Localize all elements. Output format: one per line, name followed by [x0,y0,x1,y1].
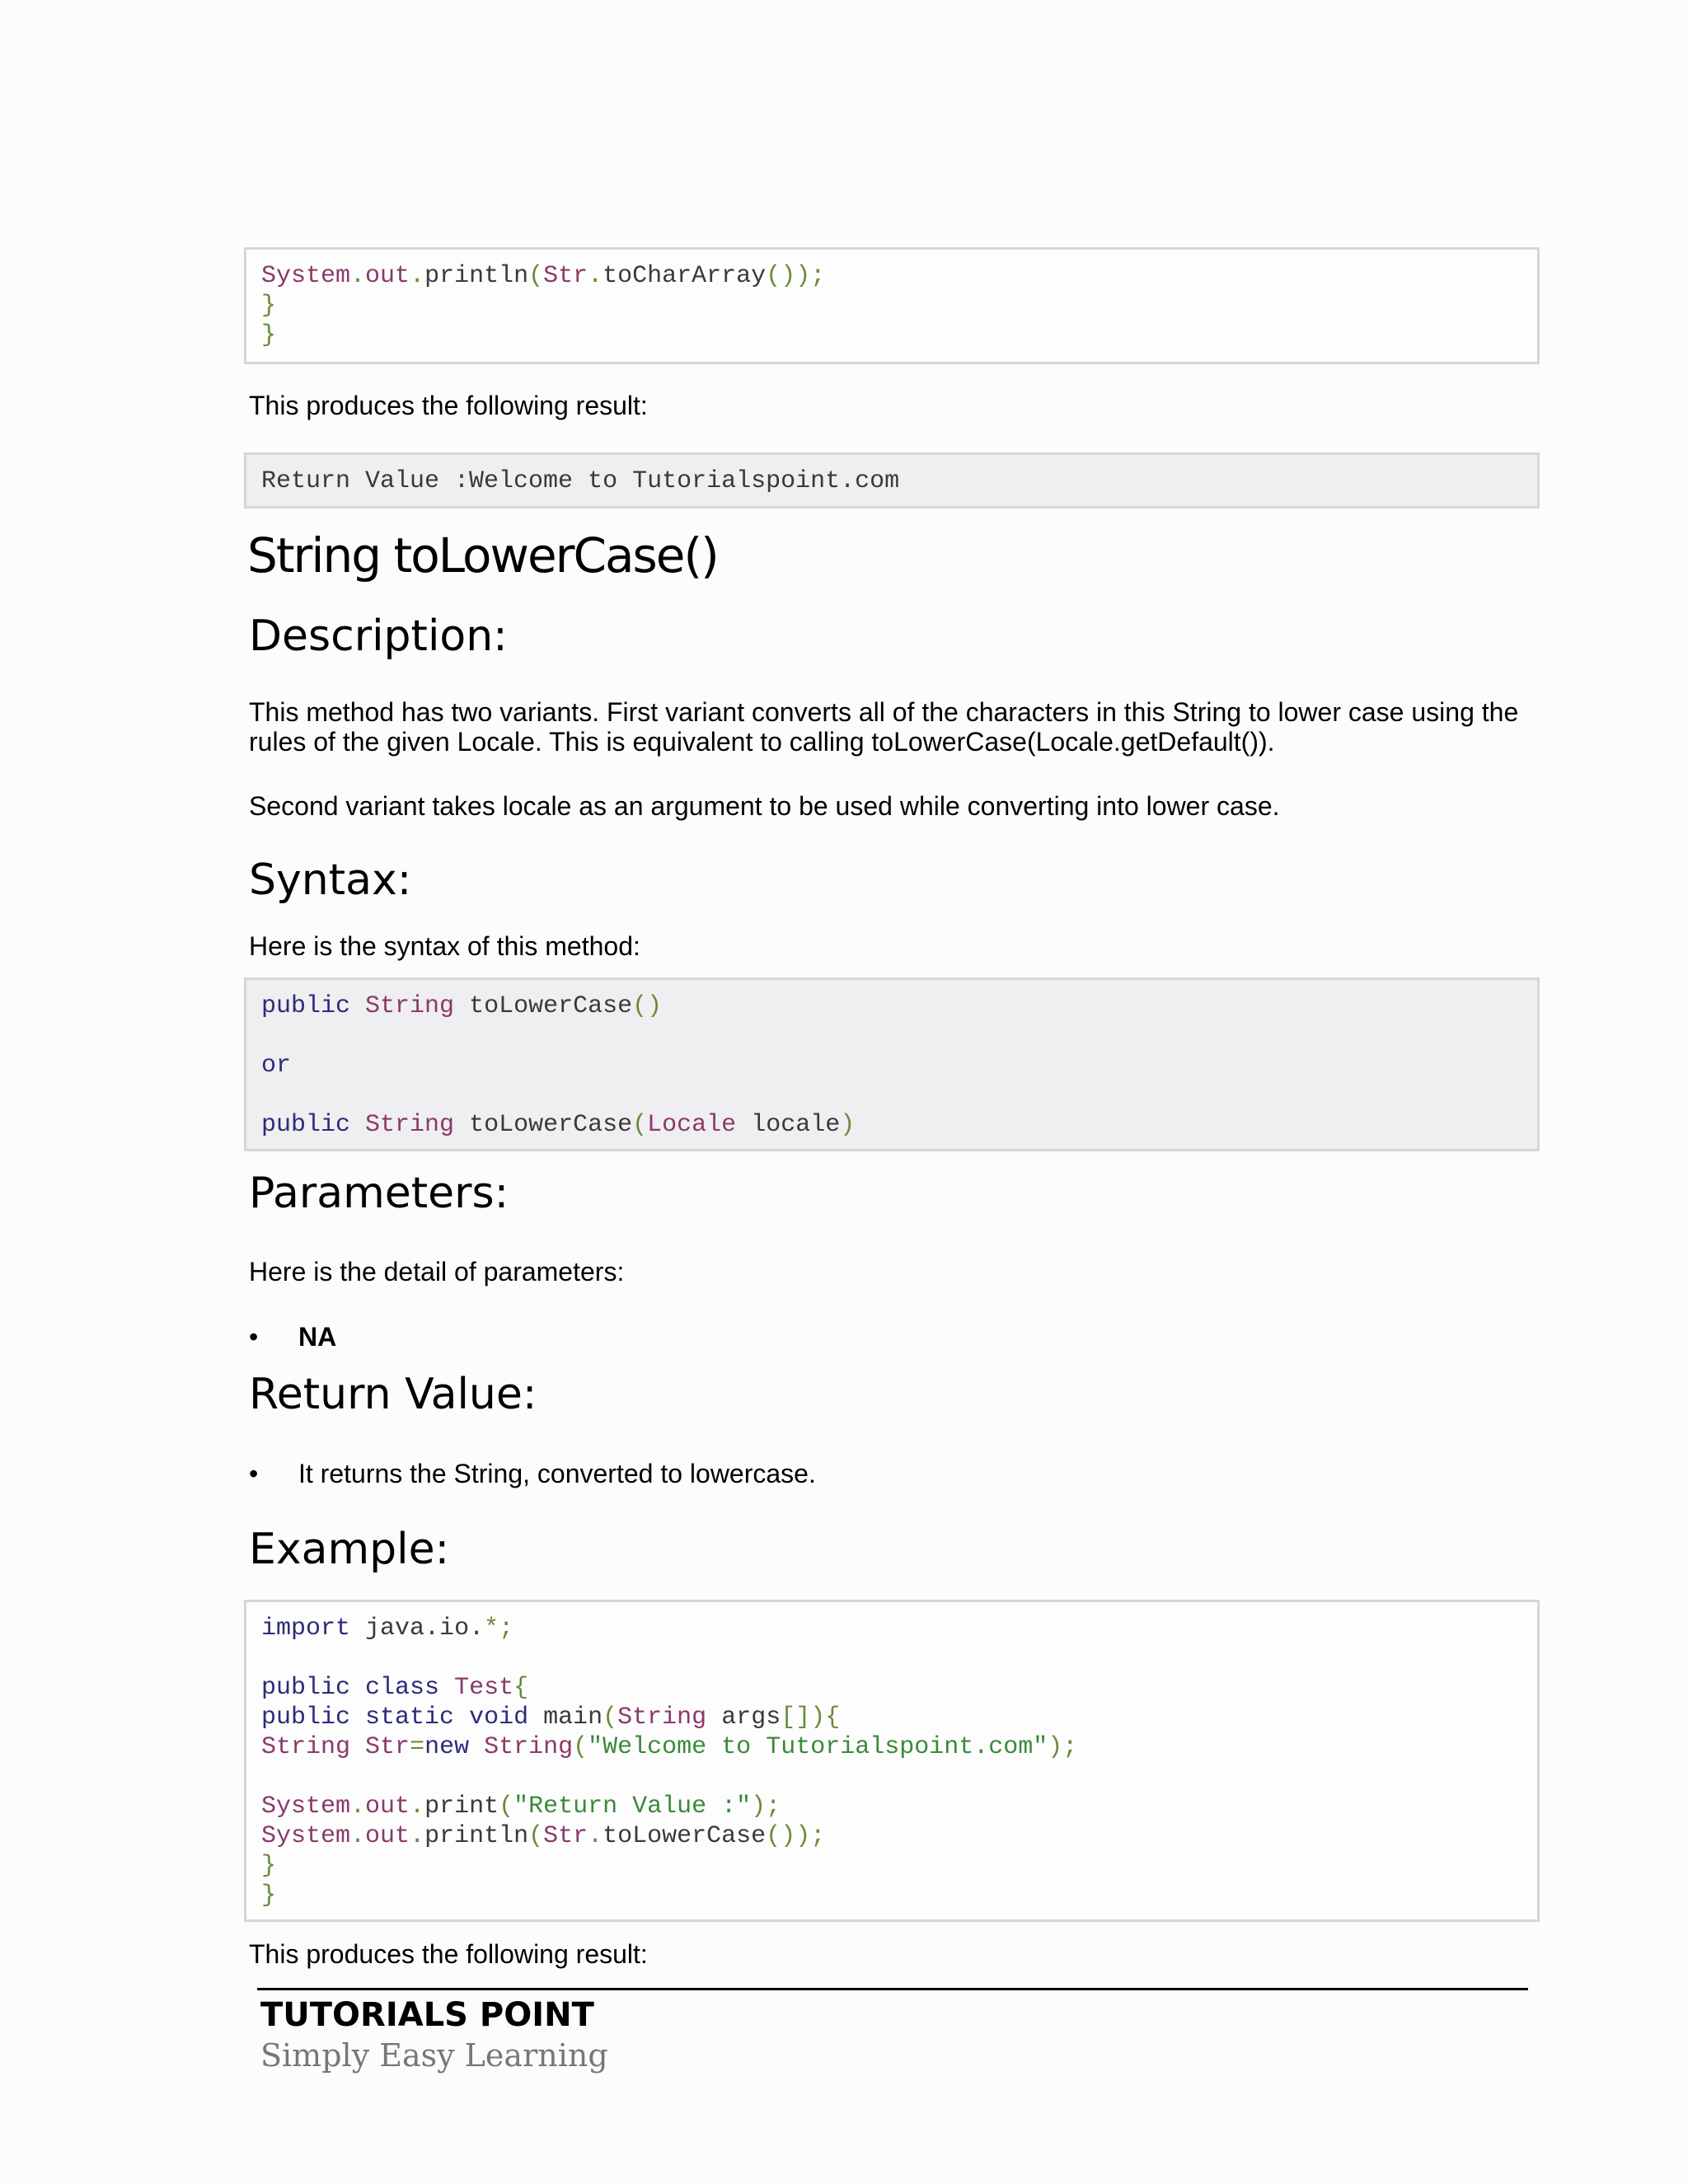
code-token: ( [632,1111,648,1139]
code-token: System [261,1793,351,1821]
code-token: class [365,1674,440,1702]
code-token: ( [573,1733,588,1761]
syntax-heading: Syntax: [249,855,412,905]
code-token: Str [365,1733,410,1761]
output-block [244,452,1540,509]
example-code-block [244,1600,1540,1922]
code-token: . [350,262,366,290]
description-line-1: This method has two variants. First variant converts all of the characters in this String to lower case using the [249,697,1519,727]
code-token: ( [603,1704,618,1732]
code-token: public [261,1111,351,1139]
code-token: locale [751,1111,841,1139]
code-token: import [261,1615,351,1643]
code-line: } [261,1882,277,1910]
code-token: println [424,262,529,290]
footer-brand: TUTORIALS POINT [260,1996,594,2034]
footer-tagline: Simply Easy Learning [260,2037,608,2074]
code-token: . [410,1793,425,1821]
code-token: String [365,992,455,1020]
code-token: public [261,1674,351,1702]
code-token: ()); [766,262,826,290]
code-token: ); [751,1793,781,1821]
code-token: = [410,1733,425,1761]
code-token: "Welcome to Tutorialspoint.com" [588,1733,1048,1761]
code-token: public [261,1704,351,1732]
code-token: () [632,992,663,1020]
code-token: toLowerCase [469,992,633,1020]
code-token: . [410,262,425,290]
code-token: ()); [766,1822,826,1850]
code-token: . [588,1822,603,1850]
parameters-intro: Here is the detail of parameters: [249,1257,625,1286]
code-token: out [365,1793,410,1821]
code-token: toCharArray [603,262,767,290]
code-token: String [261,1733,351,1761]
code-token: "Return Value :" [513,1793,752,1821]
code-block-continuation [244,247,1540,364]
code-line: } [261,321,277,349]
code-token: Test [454,1674,514,1702]
example-heading: Example: [249,1525,450,1574]
code-token: java.io. [365,1615,485,1643]
code-token: { [513,1674,529,1702]
code-token: . [588,262,603,290]
code-token: out [365,1822,410,1850]
footer-divider [257,1988,1528,1990]
code-token: Str [543,1822,588,1850]
code-token: String [365,1111,455,1139]
code-token: Locale [647,1111,737,1139]
code-token: *; [484,1615,514,1643]
result-label: This produces the following result: [249,391,648,420]
code-token: args [721,1704,781,1732]
code-token: . [410,1822,425,1850]
code-token: public [261,992,351,1020]
return-value-heading: Return Value: [249,1370,537,1419]
code-token: print [424,1793,499,1821]
code-token: Str [543,262,588,290]
document-page: System.out.println(Str.toCharArray()); } } This produces the following result: Return Value :Welcome to Tutorialspoint.com String toLowerCase() Description: This method has two variants. First variant converts all of the characters in this String to lower case using the rules of the given Locale. This is equivalent to calling toLowerCase(Locale.getDefault()). Second variant takes locale as an argument to be used while converting into lower case. Syntax: Here is the syntax of this method: public String toLowerCase() or public String toLowerCase(Locale locale) Parameters: Here is the detail of parameters: • NA Return Value: • It returns the String, converted to lowercase. Example: import java.io.*; public class Test{ public static void main(String args[]){ String Str=new String("Welcome to Tutorialspoint.com"); System.out.print("Return Value :"); System.out.println(Str.toLowerCase()); } } This produces the following result: TUTORIALS POINT Simply Easy Learning [0,0,1688,2184]
result-label: This produces the following result: [249,1939,648,1969]
syntax-intro: Here is the syntax of this method: [249,931,640,961]
code-token: out [365,262,410,290]
code-line: } [261,1852,277,1880]
code-token: toLowerCase [603,1822,767,1850]
parameters-heading: Parameters: [249,1169,509,1218]
code-token: toLowerCase [469,1111,633,1139]
code-token: String [617,1704,707,1732]
code-token: static [365,1704,455,1732]
code-token: ); [1048,1733,1078,1761]
syntax-code-block [244,977,1540,1151]
code-token: . [350,1822,366,1850]
description-line-2: rules of the given Locale. This is equivalent to calling toLowerCase(Locale.getDefault()). [249,727,1275,757]
code-token: new [424,1733,470,1761]
code-token: ( [528,1822,544,1850]
code-line: or [261,1052,292,1080]
code-token: ( [499,1793,514,1821]
section-title: String toLowerCase() [247,527,718,583]
code-token: []){ [781,1704,841,1732]
code-token: System [261,262,351,290]
code-line: } [261,292,277,320]
code-token: ) [840,1111,856,1139]
code-token: String [484,1733,574,1761]
code-token: . [350,1793,366,1821]
code-token: void [469,1704,529,1732]
code-token: main [543,1704,603,1732]
output-text: Return Value :Welcome to Tutorialspoint.com [261,467,900,495]
description-heading: Description: [249,612,508,661]
description-paragraph-2: Second variant takes locale as an argument to be used while converting into lower case. [249,791,1280,821]
code-token: println [424,1822,529,1850]
code-token: ( [528,262,544,290]
code-token: System [261,1822,351,1850]
